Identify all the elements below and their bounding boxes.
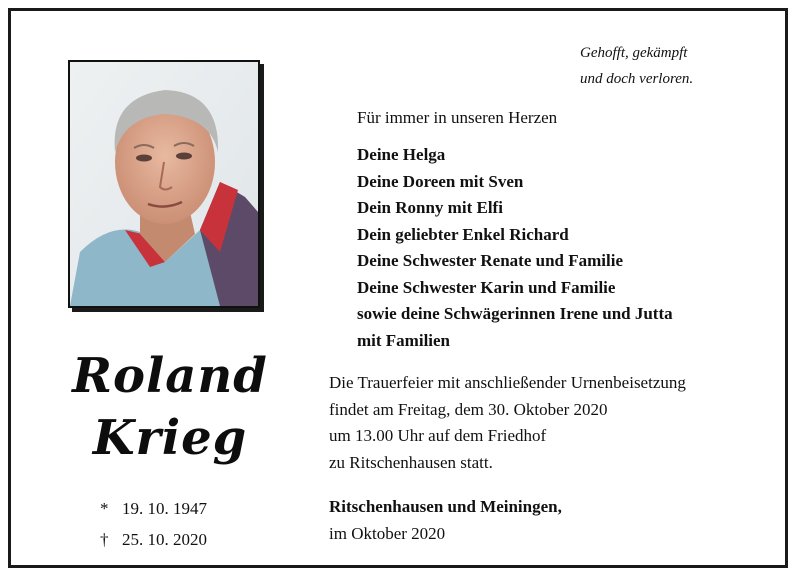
mourner-line: Dein geliebter Enkel Richard — [357, 224, 569, 244]
mourner-line: Dein Ronny mit Elfi — [357, 198, 503, 217]
mourner-line: Deine Doreen mit Sven — [357, 171, 524, 191]
life-dates — [100, 493, 207, 555]
mourner-line: sowie deine Schwägerinnen Irene und Jutta — [357, 304, 673, 323]
mourner-line: Deine Helga — [357, 145, 446, 164]
ceremony-info — [329, 370, 686, 476]
deceased-last-name: Krieg — [92, 410, 248, 466]
birth-date: 19. 10. 1947 — [122, 499, 207, 518]
deceased-first-name: Roland — [72, 348, 268, 404]
place-date: im Oktober 2020 — [329, 523, 446, 543]
mourner-line: Deine Schwester Renate und Familie — [357, 251, 623, 270]
motto-line: und doch verloren. — [580, 71, 694, 87]
death-date-row — [100, 524, 207, 555]
ceremony-line: findet am Freitag, dem 30. Oktober 2020 — [329, 399, 608, 419]
mourners-list — [357, 142, 673, 354]
birth-symbol: * — [100, 499, 109, 518]
death-date: 25. 10. 2020 — [122, 530, 207, 549]
intro-text: Für immer in unseren Herzen — [357, 108, 558, 127]
mourner-line: Deine Schwester Karin und Familie — [357, 277, 616, 297]
death-cross-icon: † — [100, 530, 109, 549]
ceremony-line: zu Ritschenhausen statt. — [329, 452, 493, 472]
place-and-date — [329, 494, 562, 547]
place-location: Ritschenhausen und Meiningen, — [329, 497, 562, 516]
ceremony-line: Die Trauerfeier mit anschließender Urnenbeisetzung — [329, 373, 686, 392]
ceremony-line: um 13.00 Uhr auf dem Friedhof — [329, 426, 547, 445]
portrait-photo — [68, 60, 260, 308]
mourner-line: mit Familien — [357, 330, 451, 350]
portrait-image — [70, 62, 258, 306]
motto — [580, 40, 740, 92]
birth-date-row — [100, 493, 207, 524]
motto-line: Gehofft, gekämpft — [580, 45, 688, 61]
